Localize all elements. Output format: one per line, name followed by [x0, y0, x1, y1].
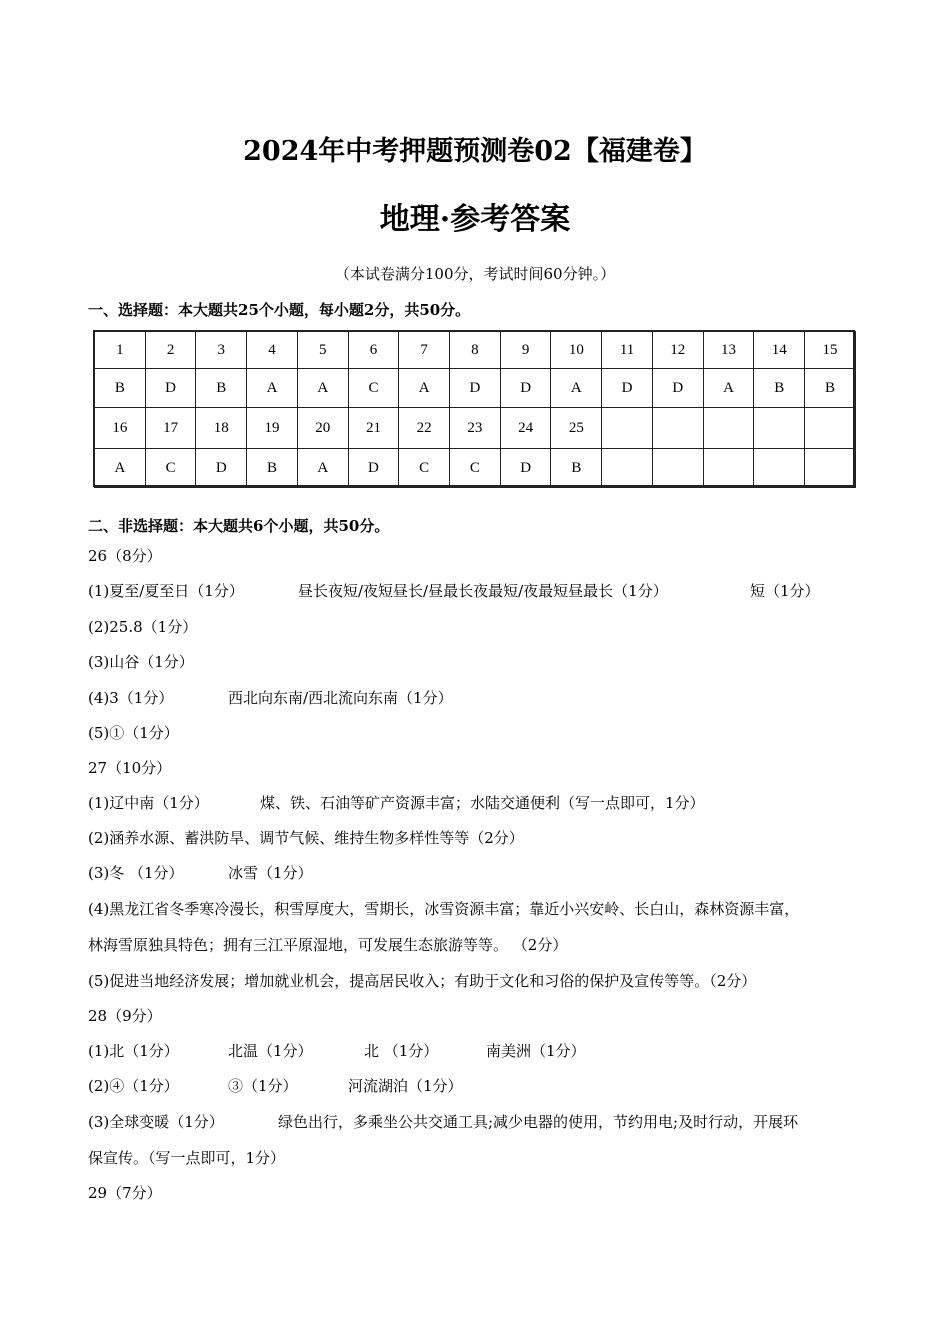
answer-text: (5)①（1分） — [88, 724, 179, 742]
answer-text: 27（10分） — [88, 759, 172, 777]
table-cell: 25 — [551, 408, 602, 449]
table-cell: A — [703, 369, 754, 408]
answer-text: 昼长夜短/夜短昼长/昼最长夜最短/夜最短昼最长（1分） — [298, 582, 668, 600]
table-cell — [754, 449, 805, 488]
table-cell: 6 — [348, 332, 399, 369]
table-cell — [602, 449, 653, 488]
answer-text: (1)北（1分） — [88, 1042, 179, 1060]
table-cell: 7 — [399, 332, 450, 369]
answer-line — [88, 1181, 162, 1205]
answer-text: 短（1分） — [750, 582, 820, 600]
answer-text: 绿色出行，多乘坐公共交通工具;减少电器的使用，节约用电;及时行动，开展环 — [278, 1113, 799, 1131]
answer-text: (2)25.8（1分） — [88, 618, 198, 636]
table-cell: D — [145, 369, 196, 408]
answer-text: (3)山谷（1分） — [88, 653, 194, 671]
table-row — [95, 369, 856, 408]
table-cell: B — [754, 369, 805, 408]
answer-text: (1)辽中南（1分） — [88, 794, 209, 812]
answer-text: (4)黑龙江省冬季寒冷漫长，积雪厚度大，雪期长，冰雪资源丰富；靠近小兴安岭、长白山，森林资源丰富， — [88, 900, 800, 918]
table-cell: C — [145, 449, 196, 488]
answer-line — [88, 826, 524, 850]
answer-text: (2)④（1分） — [88, 1077, 179, 1095]
table-cell: D — [652, 369, 703, 408]
answer-text: (3)全球变暖（1分） — [88, 1113, 224, 1131]
answer-text: 西北向东南/西北流向东南（1分） — [228, 689, 453, 707]
table-cell: B — [196, 369, 247, 408]
table-cell: B — [805, 369, 856, 408]
answer-line — [88, 933, 567, 957]
table-cell: 15 — [805, 332, 856, 369]
table-cell: A — [95, 449, 146, 488]
answer-line — [88, 1146, 285, 1170]
table-cell: 9 — [500, 332, 551, 369]
answer-text: 保宣传。（写一点即可，1分） — [88, 1149, 286, 1167]
answer-text: (4)3（1分） — [88, 689, 174, 707]
table-cell — [652, 449, 703, 488]
table-cell: B — [551, 449, 602, 488]
table-cell: D — [500, 449, 551, 488]
table-cell: C — [348, 369, 399, 408]
table-cell: 20 — [297, 408, 348, 449]
section-heading-choice: 一、选择题：本大题共25个小题，每小题2分，共50分。 — [88, 301, 471, 319]
table-cell: 14 — [754, 332, 805, 369]
table-cell: 1 — [95, 332, 146, 369]
page-title: 2024年中考押题预测卷02【福建卷】 — [243, 136, 707, 167]
answer-text: 林海雪原独具特色；拥有三江平原湿地，可发展生态旅游等等。 （2分） — [88, 936, 568, 954]
table-cell: D — [196, 449, 247, 488]
table-cell: 4 — [247, 332, 298, 369]
table-cell — [703, 408, 754, 449]
answer-text: (3)冬 （1分） — [88, 864, 184, 882]
answer-line — [88, 650, 194, 674]
table-cell: 2 — [145, 332, 196, 369]
table-cell: A — [297, 369, 348, 408]
table-cell: D — [500, 369, 551, 408]
table-cell: D — [450, 369, 501, 408]
answer-line — [88, 897, 799, 921]
table-cell: 8 — [450, 332, 501, 369]
table-cell — [805, 408, 856, 449]
table-cell: C — [450, 449, 501, 488]
answer-line — [88, 615, 197, 639]
answer-text: 28（9分） — [88, 1007, 162, 1025]
table-cell: D — [348, 449, 399, 488]
table-cell: 22 — [399, 408, 450, 449]
answer-text: (2)涵养水源、蓄洪防旱、调节气候、维持生物多样性等等（2分） — [88, 829, 524, 847]
exam-note: （本试卷满分100分，考试时间60分钟。） — [334, 265, 616, 283]
table-cell: A — [399, 369, 450, 408]
answer-text: 26（8分） — [88, 547, 162, 565]
answer-line — [88, 1004, 162, 1028]
table-cell: D — [602, 369, 653, 408]
table-cell: 10 — [551, 332, 602, 369]
table-cell: A — [247, 369, 298, 408]
table-cell: B — [95, 369, 146, 408]
answer-text: (5)促进当地经济发展；增加就业机会，提高居民收入；有助于文化和习俗的保护及宣传等等。（2分） — [88, 972, 757, 990]
table-cell: 18 — [196, 408, 247, 449]
table-cell: 24 — [500, 408, 551, 449]
table-cell — [754, 408, 805, 449]
table-cell: 5 — [297, 332, 348, 369]
answer-text: 河流湖泊（1分） — [348, 1077, 463, 1095]
table-cell: 17 — [145, 408, 196, 449]
table-cell — [805, 449, 856, 488]
answer-line — [88, 969, 756, 993]
table-row — [95, 449, 856, 488]
answer-line — [88, 721, 179, 745]
table-cell: C — [399, 449, 450, 488]
answer-text: 北温（1分） — [228, 1042, 313, 1060]
table-cell — [602, 408, 653, 449]
table-cell: 19 — [247, 408, 298, 449]
table-cell: A — [297, 449, 348, 488]
table-cell — [703, 449, 754, 488]
answer-text: (1)夏至/夏至日（1分） — [88, 582, 244, 600]
table-cell: B — [247, 449, 298, 488]
table-cell: 21 — [348, 408, 399, 449]
answer-text: 煤、铁、石油等矿产资源丰富；水陆交通便利（写一点即可，1分） — [260, 794, 705, 812]
answer-text: 29（7分） — [88, 1184, 162, 1202]
answer-line — [88, 756, 171, 780]
table-cell: 11 — [602, 332, 653, 369]
answer-line — [88, 544, 162, 568]
answer-table — [94, 331, 856, 488]
answer-text: 北 （1分） — [364, 1042, 439, 1060]
table-cell: A — [551, 369, 602, 408]
table-row — [95, 332, 856, 369]
answer-text: 南美洲（1分） — [486, 1042, 586, 1060]
table-cell: 12 — [652, 332, 703, 369]
table-cell — [652, 408, 703, 449]
table-cell: 23 — [450, 408, 501, 449]
table-cell: 3 — [196, 332, 247, 369]
table-row — [95, 408, 856, 449]
section-heading-nonchoice: 二、非选择题：本大题共6个小题，共50分。 — [88, 517, 390, 535]
answer-text: 冰雪（1分） — [228, 864, 313, 882]
table-cell: 16 — [95, 408, 146, 449]
page-subtitle: 地理·参考答案 — [379, 202, 571, 237]
answer-text: ③（1分） — [228, 1077, 298, 1095]
table-cell: 13 — [703, 332, 754, 369]
